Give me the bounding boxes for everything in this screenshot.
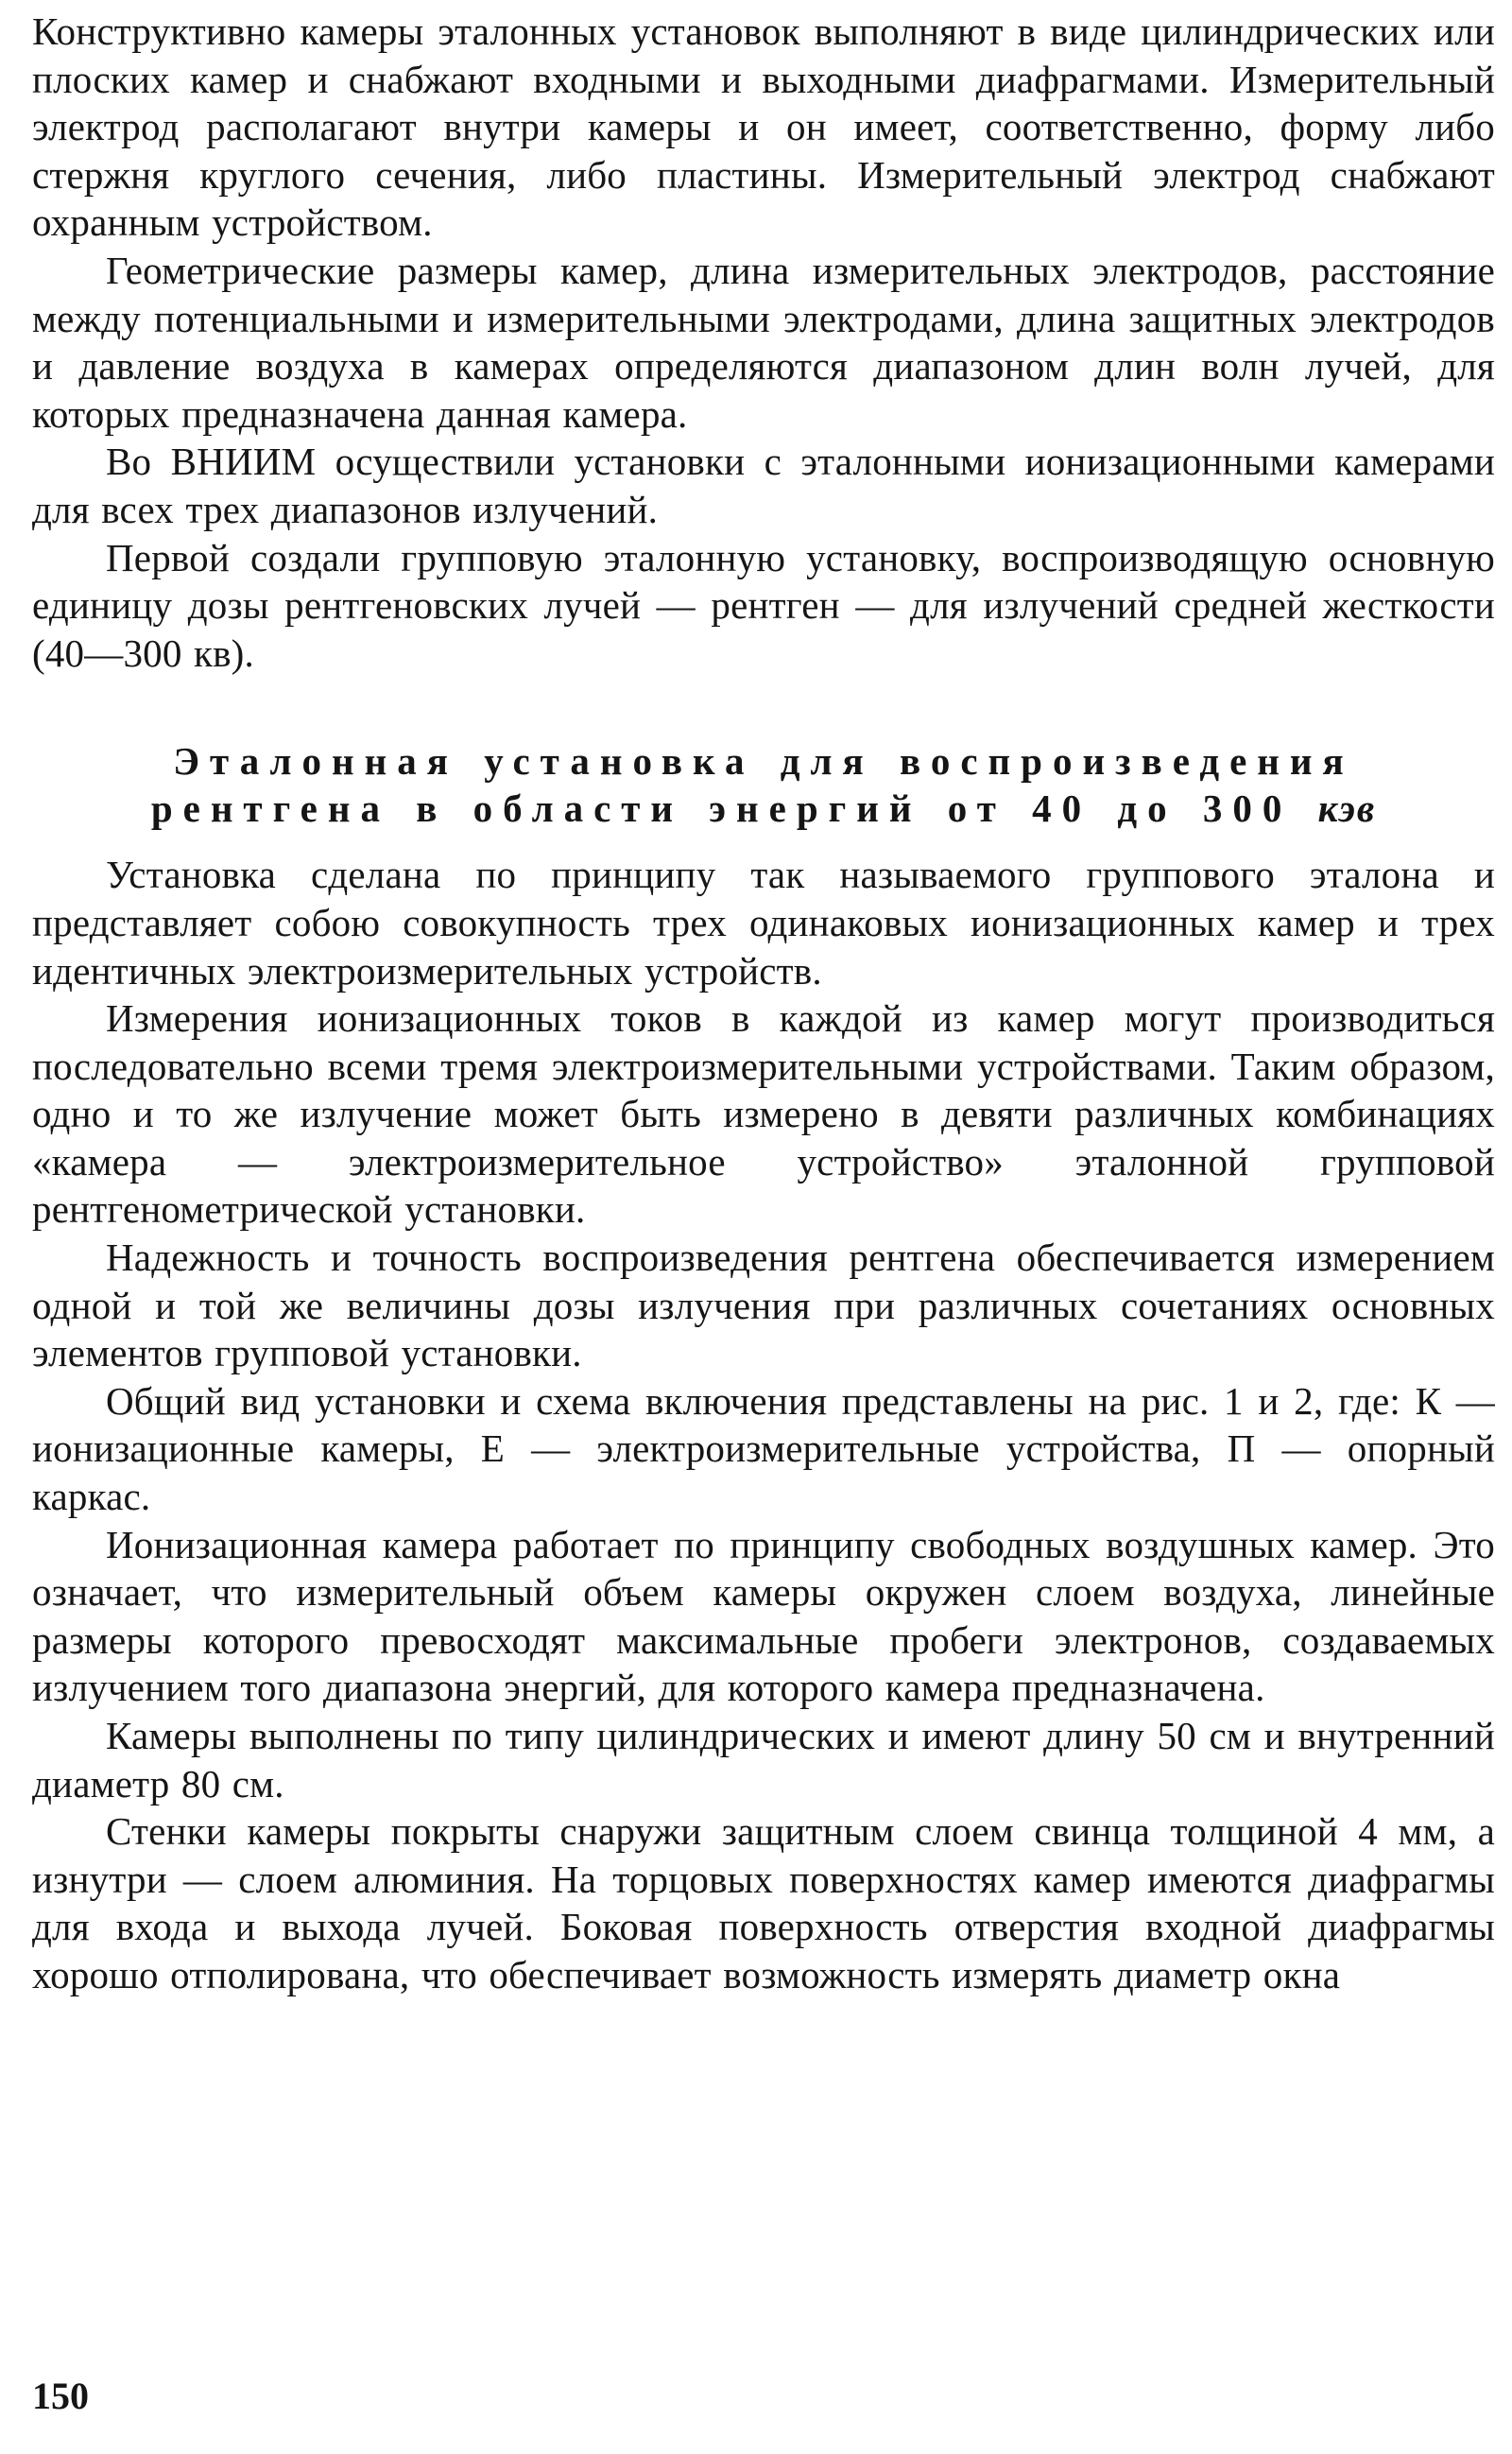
section-heading-line-2-text: рентгена в области энергий от 40 до 300 xyxy=(150,786,1293,831)
section-heading xyxy=(32,737,1495,832)
book-page xyxy=(32,8,1495,1999)
paragraph-free-air-chamber: Ионизационная камера работает по принципу свободных воздушных камер. Это означает, что измерительный объем камеры окружен слоем воздуха, линейные размеры которого превосходят максимальные пробеги электронов, создаваемых излучением того диапазона энергий, для которого камера предназначена. xyxy=(32,1522,1495,1710)
paragraph-chamber-design: Конструктивно камеры эталонных установок выполняют в виде цилиндрических или плоских камер и снабжают входными и выходными диафрагмами. Измерительный электрод располагают внутри камеры и он имеет, соответственно, форму либо стержня круглого сечения, либо пластины. Измерительный электрод снабжают охранным устройством. xyxy=(32,9,1495,245)
paragraph-reliability: Надежность и точность воспроизведения рентгена обеспечивается измерением одной и той же величины дозы излучения при различных сочетаниях основных элементов групповой установки. xyxy=(32,1236,1495,1375)
paragraph-chamber-walls: Стенки камеры покрыты снаружи защитным слоем свинца толщиной 4 мм, а изнутри — слоем алюминия. На торцовых поверхностях камер имеются диафрагмы для входа и выхода лучей. Боковая поверхность отверстия входной диафрагмы хорошо отполирована, что обеспечивает возможность измерять диаметр окна xyxy=(32,1809,1495,1996)
section-heading-unit: кэв xyxy=(1317,786,1377,831)
paragraph-first-group-installation: Первой создали групповую эталонную установку, воспроизводящую основную единицу дозы рентгеновских лучей — рентген — для излучений средней жесткости (40—300 кв). xyxy=(32,535,1495,675)
paragraph-chamber-dimensions: Геометрические размеры камер, длина измерительных электродов, расстояние между потенциальными и измерительными электродами, длина защитных электродов и давление воздуха в камерах определяются диапазоном длин волн лучей, для которых предназначена данная камера. xyxy=(32,248,1495,436)
paragraph-chamber-size: Камеры выполнены по типу цилиндрических и имеют длину 50 см и внутренний диаметр 80 см. xyxy=(32,1714,1495,1806)
paragraph-ionization-measurements: Измерения ионизационных токов в каждой из камер могут производиться последовательно всеми тремя электроизмерительными устройствами. Таким образом, одно и то же излучение может быть измерено в девяти различных комбинациях «камера — электроизмерительное устройство» эталонной групповой рентгенометрической установки. xyxy=(32,996,1495,1232)
paragraph-general-view: Общий вид установки и схема включения представлены на рис. 1 и 2, где: К — ионизационные камеры, Е — электроизмерительные устройства, П — опорный каркас. xyxy=(32,1378,1495,1519)
section-heading-line-1: Эталонная установка для воспроизведения xyxy=(173,739,1354,784)
section-heading-line-2 xyxy=(32,785,1495,832)
paragraph-vniim-installations: Во ВНИИМ осуществили установки с эталонными ионизационными камерами для всех трех диапазонов излучений. xyxy=(32,440,1495,531)
page-number: 150 xyxy=(32,2375,89,2417)
paragraph-group-standard: Установка сделана по принципу так называемого группового эталона и представляет собою совокупность трех одинаковых ионизационных камер и трех идентичных электроизмерительных устройств. xyxy=(32,853,1495,993)
